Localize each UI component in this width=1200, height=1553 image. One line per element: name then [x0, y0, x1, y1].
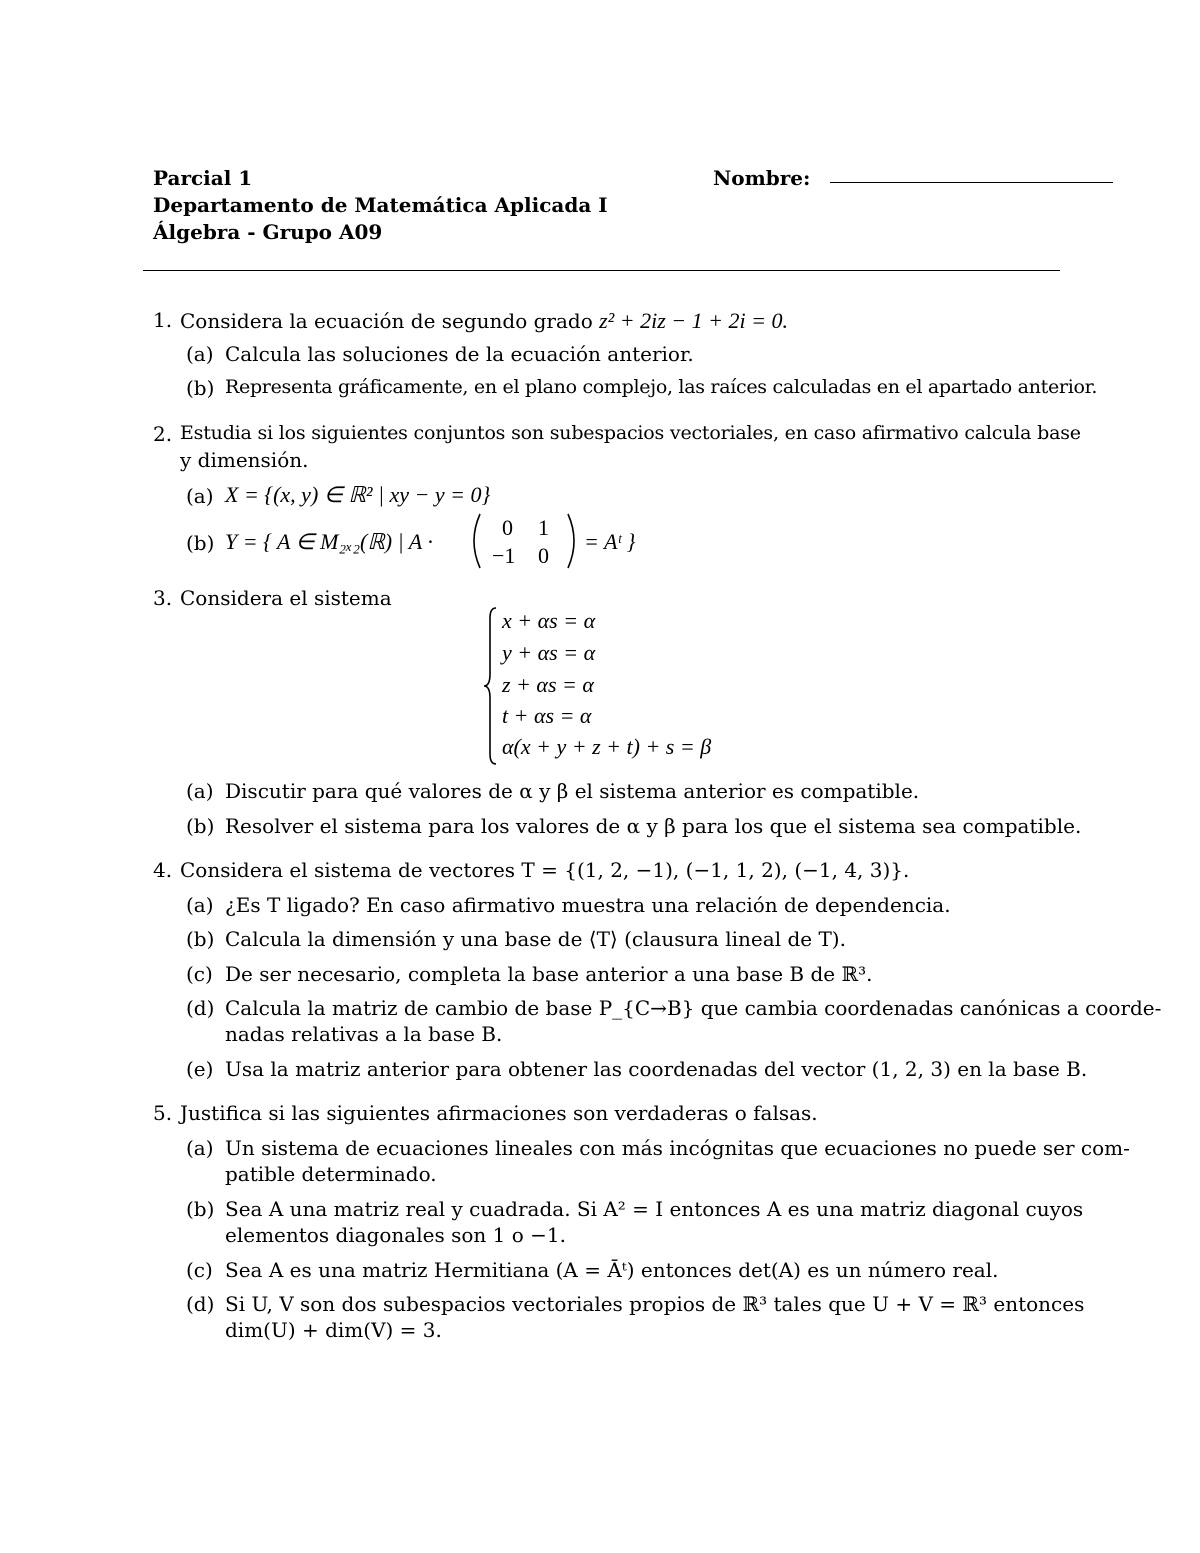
q1-b-label: (b)	[186, 376, 215, 400]
matrix-parens	[468, 512, 580, 570]
matrix-cell-12: 1	[538, 515, 549, 540]
q1-equation: z² + 2iz − 1 + 2i = 0.	[599, 308, 788, 333]
system-eq-3: z + αs = α	[502, 672, 594, 697]
header-course: Álgebra - Grupo A09	[153, 220, 383, 244]
q5-number: 5.	[153, 1101, 173, 1125]
q1-statement	[180, 308, 788, 334]
q4-e-text: Usa la matriz anterior para obtener las coordenadas del vector (1, 2, 3) en la base B.	[225, 1057, 1088, 1081]
q1-a-label: (a)	[186, 342, 214, 366]
q5-b-text-line1: Sea A una matriz real y cuadrada. Si A² = I entonces A es una matriz diagonal cuyos	[225, 1197, 1084, 1221]
q3-number: 3.	[153, 586, 173, 610]
system-eq-5: α(x + y + z + t) + s = β	[502, 734, 712, 759]
q3-b-text: Resolver el sistema para los valores de α y β para los que el sistema sea compatible.	[225, 814, 1082, 838]
q4-d-text-line1: Calcula la matriz de cambio de base P_{C→B} que cambia coordenadas canónicas a coorde-	[225, 996, 1162, 1020]
q4-d-text-line2: nadas relativas a la base B.	[225, 1022, 503, 1046]
q2-b-label: (b)	[186, 531, 215, 555]
q2-a-math: X = {(x, y) ∈ ℝ² | xy − y = 0}	[225, 482, 491, 507]
q4-text: Considera el sistema de vectores T = {(1, 2, −1), (−1, 1, 2), (−1, 4, 3)}.	[180, 858, 910, 882]
q4-b-text: Calcula la dimensión y una base de ⟨T⟩ (clausura lineal de T).	[225, 927, 846, 951]
q5-c-text: Sea A es una matriz Hermitiana (A = Āᵗ) entonces det(A) es un número real.	[225, 1258, 999, 1282]
q5-a-label: (a)	[186, 1136, 214, 1160]
q1-a-text: Calcula las soluciones de la ecuación anterior.	[225, 342, 694, 366]
q5-b-text-line2: elementos diagonales son 1 o −1.	[225, 1223, 566, 1247]
system-eq-4: t + αs = α	[502, 703, 592, 728]
q2-b-math-left: Y = { A ∈ M₂ₓ₂(ℝ) | A ·	[225, 529, 433, 554]
header-exam-title: Parcial 1	[153, 166, 253, 190]
q5-b-label: (b)	[186, 1197, 215, 1221]
system-eq-2: y + αs = α	[502, 640, 596, 665]
name-field-line[interactable]	[830, 182, 1113, 183]
q4-c-label: (c)	[186, 962, 213, 986]
matrix-cell-11: 0	[502, 515, 513, 540]
q2-a-label: (a)	[186, 484, 214, 508]
q1-text: Considera la ecuación de segundo grado	[180, 309, 593, 333]
q4-number: 4.	[153, 858, 173, 882]
name-label: Nombre:	[713, 166, 811, 190]
q2-text-line1: Estudia si los siguientes conjuntos son subespacios vectoriales, en caso afirmativo calcula base	[180, 422, 1081, 444]
header-department: Departamento de Matemática Aplicada I	[153, 193, 608, 217]
q1-number: 1.	[153, 308, 173, 332]
q2-b-math-right: = Aᵗ }	[584, 529, 636, 554]
q5-a-text-line2: patible determinado.	[225, 1162, 437, 1186]
q5-d-text-line1: Si U, V son dos subespacios vectoriales propios de ℝ³ tales que U + V = ℝ³ entonces	[225, 1292, 1085, 1316]
q5-c-label: (c)	[186, 1258, 213, 1282]
q5-a-text-line1: Un sistema de ecuaciones lineales con más incógnitas que ecuaciones no puede ser com-	[225, 1136, 1130, 1160]
q2-text-line2: y dimensión.	[180, 448, 309, 472]
q4-b-label: (b)	[186, 927, 215, 951]
q1-b-text: Representa gráficamente, en el plano complejo, las raíces calculadas en el apartado anterior.	[225, 376, 1098, 398]
q3-a-label: (a)	[186, 779, 214, 803]
q4-e-label: (e)	[186, 1057, 214, 1081]
header-divider	[143, 270, 1060, 271]
q2-number: 2.	[153, 422, 173, 446]
system-brace	[482, 606, 498, 766]
q3-text: Considera el sistema	[180, 586, 392, 610]
q5-d-text-line2: dim(U) + dim(V) = 3.	[225, 1318, 442, 1342]
q2-b-matrix	[468, 512, 580, 570]
q4-d-label: (d)	[186, 996, 215, 1020]
q4-a-label: (a)	[186, 893, 214, 917]
q3-a-text: Discutir para qué valores de α y β el sistema anterior es compatible.	[225, 779, 920, 803]
system-eq-1: x + αs = α	[502, 608, 596, 633]
matrix-cell-21: −1	[492, 543, 516, 568]
q4-a-text: ¿Es T ligado? En caso afirmativo muestra una relación de dependencia.	[225, 893, 951, 917]
q5-text: Justifica si las siguientes afirmaciones son verdaderas o falsas.	[180, 1101, 818, 1125]
matrix-cell-22: 0	[538, 543, 549, 568]
q5-d-label: (d)	[186, 1292, 215, 1316]
q3-b-label: (b)	[186, 814, 215, 838]
q4-c-text: De ser necesario, completa la base anterior a una base B de ℝ³.	[225, 962, 873, 986]
